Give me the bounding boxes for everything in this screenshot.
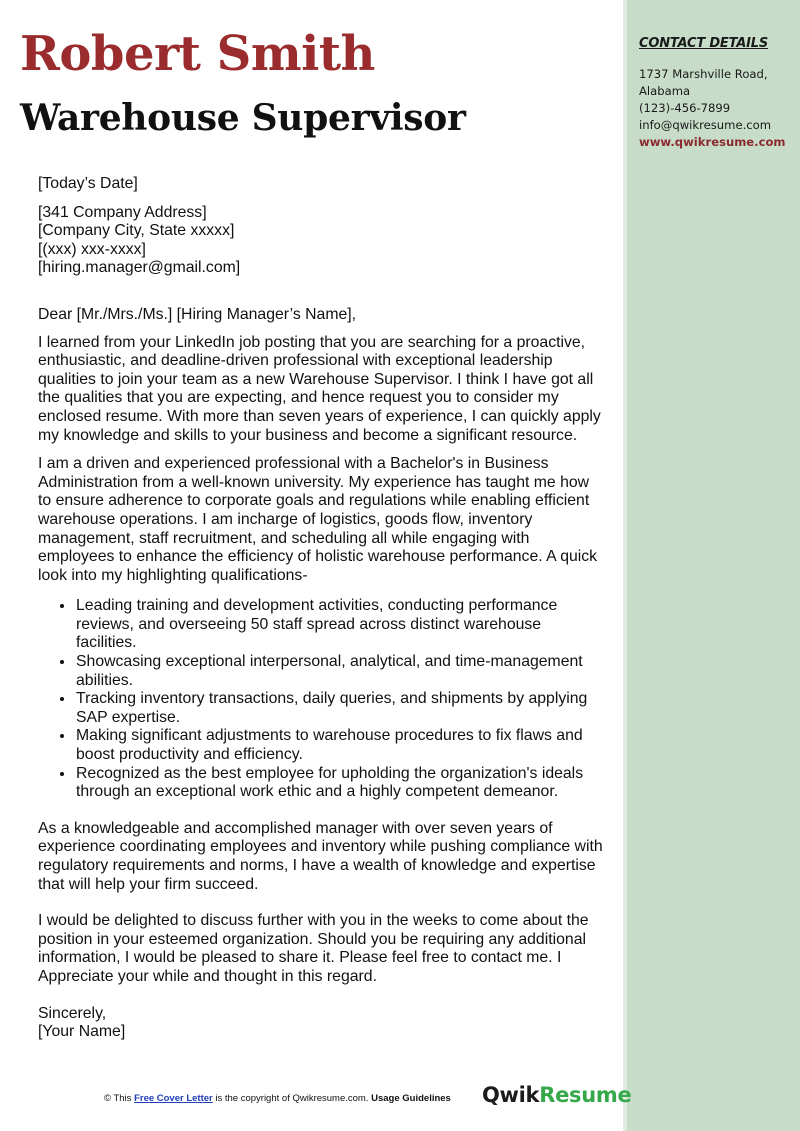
recipient-phone: [(xxx) xxx-xxxx] — [38, 240, 146, 258]
list-item: • Recognized as the best employee for upholding the organization's ideals through an exceptional work ethic and a highly competent demeanor. — [75, 765, 603, 802]
qwikresume-logo[interactable] — [482, 1083, 631, 1107]
contact-details — [639, 66, 799, 151]
logo-part-qwik: Qwik — [482, 1083, 540, 1107]
list-item: • Tracking inventory transactions, daily queries, and shipments by applying SAP expertise. — [75, 690, 603, 727]
list-item: • Leading training and development activities, conducting performance reviews, and overseeing 50 staff spread across distinct warehouse facilities. — [75, 597, 603, 653]
contact-heading: CONTACT DETAILS — [639, 36, 768, 51]
recipient-block — [38, 204, 603, 278]
recipient-address: [341 Company Address] — [38, 203, 207, 221]
letter-body — [38, 175, 603, 1042]
salutation: Dear [Mr./Mrs./Ms.] [Hiring Manager’s Name], — [38, 305, 357, 323]
footer-copyright-text: is the copyright of Qwikresume.com. — [215, 1093, 369, 1104]
paragraph-experience: I am a driven and experienced professional with a Bachelor's in Business Administration from a well-known university. My experience has taught me how to ensure adherence to corporate goals and regulations while enabling efficient warehouse operations. I am incharge of logistics, goods flow, inventory management, staff recruitment, and scheduling all while engaging with employees to enhance the efficiency of holistic warehouse performance. A quick look into my highlighting qualifications- — [38, 455, 598, 584]
phone-number: (123)-456-7899 — [639, 101, 731, 115]
paragraph-intro: I learned from your LinkedIn job posting that you are searching for a proactive, enthusiastic, and deadline-driven professional with exceptional leadership qualities to join your team as a new Warehouse Supervisor. I think I have got all the qualities that you are expecting, and hence request you to consider my enclosed resume. With more than seven years of experience, I can quickly apply my knowledge and skills to your business and become a significant resource. — [38, 333, 601, 444]
address-line2: Alabama — [639, 84, 691, 98]
logo-part-resume: Resume — [539, 1083, 632, 1107]
signature-name: [Your Name] — [38, 1023, 126, 1041]
copyright-footer — [104, 1093, 451, 1104]
letter-date: [Today’s Date] — [38, 175, 138, 192]
free-cover-letter-link[interactable]: Free Cover Letter — [134, 1093, 213, 1104]
closing-line: Sincerely, — [38, 1004, 107, 1022]
address-line1: 1737 Marshville Road, — [639, 67, 768, 81]
contact-sidebar — [623, 0, 800, 1131]
usage-guidelines-link[interactable]: Usage Guidelines — [371, 1093, 451, 1104]
recipient-email: [hiring.manager@gmail.com] — [38, 259, 241, 277]
qualifications-list — [38, 597, 603, 802]
applicant-name: Robert Smith — [20, 26, 375, 82]
list-item: • Showcasing exceptional interpersonal, analytical, and time-management abilities. — [75, 653, 603, 690]
list-item: • Making significant adjustments to warehouse procedures to fix flaws and boost productivity and efficiency. — [75, 727, 603, 764]
copyright-icon: © — [104, 1093, 111, 1104]
paragraph-expertise: As a knowledgeable and accomplished manager with over seven years of experience coordinating employees and inventory while pushing compliance with regulatory requirements and norms, I have a wealth of knowledge and expertise that will help your firm succeed. — [38, 819, 603, 893]
paragraph-closing: I would be delighted to discuss further with you in the weeks to come about the position in your esteemed organization. Should you be requiring any additional information, I would be pleased to share it. Please feel free to contact me. I Appreciate your while and thought in this regard. — [38, 912, 589, 985]
job-title: Warehouse Supervisor — [20, 97, 466, 139]
email-address: info@qwikresume.com — [639, 118, 772, 132]
footer-prefix: This — [113, 1093, 132, 1104]
website-link[interactable]: www.qwikresume.com — [639, 135, 786, 149]
recipient-city: [Company City, State xxxxx] — [38, 222, 235, 240]
